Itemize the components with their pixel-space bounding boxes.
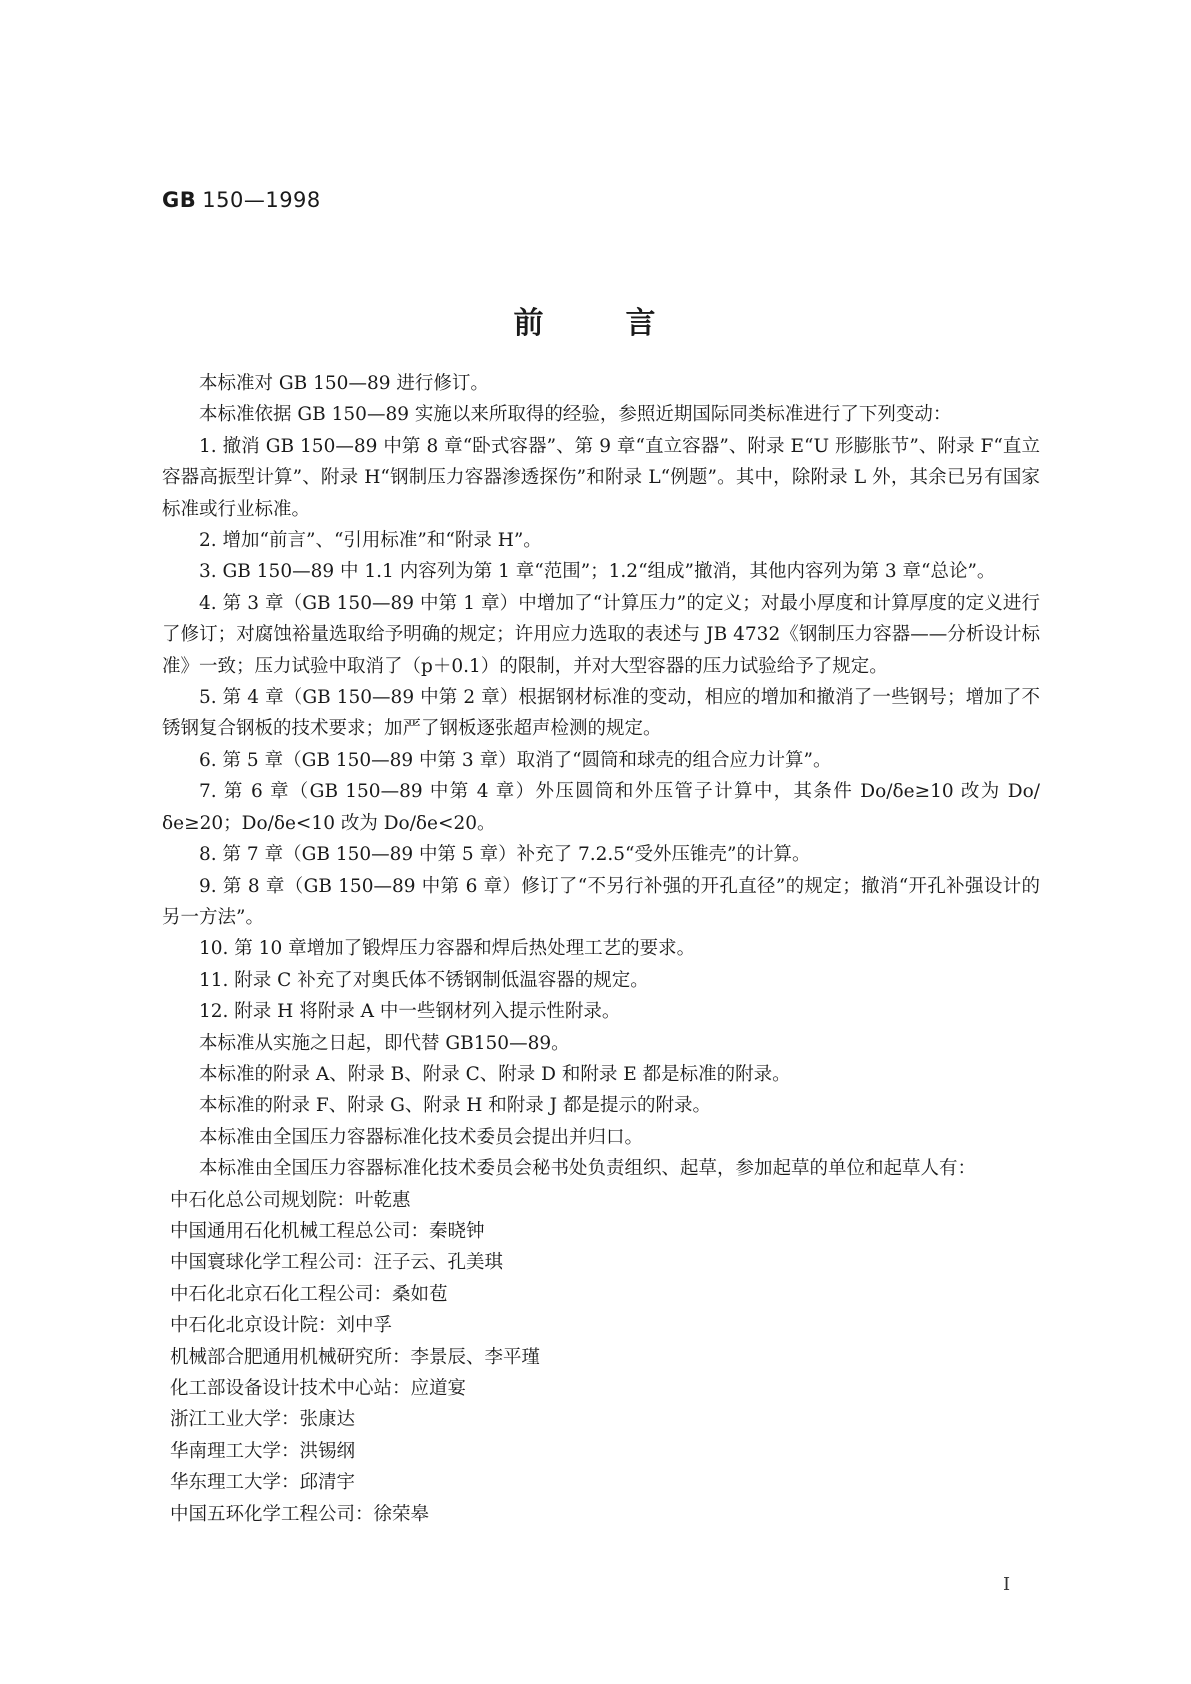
- paragraph: 5. 第 4 章（GB 150—89 中第 2 章）根据钢材标准的变动，相应的增加和撤消了一些钢号；增加了不锈钢复合钢板的技术要求；加严了钢板逐张超声检测的规定。: [162, 687, 1040, 740]
- standard-number: 150—1998: [202, 188, 321, 212]
- page-title: 前言: [513, 306, 738, 341]
- drafting-unit: 中国五环化学工程公司：徐荣皋: [170, 1503, 430, 1525]
- drafting-unit: 化工部设备设计技术中心站：应道宴: [170, 1378, 467, 1399]
- drafting-unit: 浙江工业大学：张康达: [170, 1409, 356, 1431]
- drafting-unit: 机械部合肥通用机械研究所：李景辰、李平瑾: [170, 1346, 541, 1368]
- page-number: I: [1003, 1574, 1011, 1595]
- paragraph: 3. GB 150—89 中 1.1 内容列为第 1 章“范围”；1.2“组成”撤消，其他内容列为第 3 章“总论”。: [199, 561, 996, 583]
- paragraph: 4. 第 3 章（GB 150—89 中第 1 章）中增加了“计算压力”的定义；对最小厚度和计算厚度的定义进行了修订；对腐蚀裕量选取给予明确的规定；许用应力选取的表述与 JB 4732《钢制压力容器——分析设计标准》一致；压力试验中取消了（p＋0.1）的限制，并对大型容器的压力试验给予了规定。: [162, 592, 1040, 677]
- paragraph: 12. 附录 H 将附录 A 中一些钢材列入提示性附录。: [199, 1001, 621, 1023]
- paragraph: 1. 撤消 GB 150—89 中第 8 章“卧式容器”、第 9 章“直立容器”、附录 E“U 形膨胀节”、附录 F“直立容器高振型计算”、附录 H“钢制压力容器渗透探伤”和附录 L“例题”。其中，除附录 L 外，其余已另有国家标准或行业标准。: [162, 435, 1040, 520]
- foreword-body: [162, 368, 1040, 1530]
- paragraph: 本标准的附录 A、附录 B、附录 C、附录 D 和附录 E 都是标准的附录。: [199, 1063, 791, 1085]
- drafting-unit: 中国寰球化学工程公司：汪子云、孔美琪: [170, 1252, 504, 1274]
- drafting-unit: 中石化总公司规划院：叶乾惠: [170, 1189, 411, 1211]
- paragraph: 10. 第 10 章增加了锻焊压力容器和焊后热处理工艺的要求。: [199, 938, 696, 960]
- drafting-unit: 中石化北京设计院：刘中孚: [170, 1315, 393, 1337]
- drafting-unit: 华东理工大学：邱清宇: [170, 1472, 356, 1494]
- paragraph: 9. 第 8 章（GB 150—89 中第 6 章）修订了“不另行补强的开孔直径”的规定；撤消“开孔补强设计的另一方法”。: [162, 875, 1040, 928]
- paragraph: 7. 第 6 章（GB 150—89 中第 4 章）外压圆筒和外压管子计算中，其条件 Do/δe≥10 改为 Do/δe≥20；Do/δe<10 改为 Do/δe<20。: [162, 781, 1040, 834]
- paragraph: 本标准对 GB 150—89 进行修订。: [199, 373, 489, 394]
- paragraph: 本标准依据 GB 150—89 实施以来所取得的经验，参照近期国际同类标准进行了下列变动：: [199, 404, 952, 426]
- drafting-unit: 中石化北京石化工程公司：桑如苞: [170, 1283, 448, 1305]
- paragraph: 6. 第 5 章（GB 150—89 中第 3 章）取消了“圆筒和球壳的组合应力计算”。: [199, 749, 832, 771]
- drafting-unit: 华南理工大学：洪锡纲: [170, 1440, 356, 1462]
- paragraph: 2. 增加“前言”、“引用标准”和“附录 H”。: [199, 530, 542, 552]
- document-header: [162, 188, 321, 212]
- drafting-unit: 中国通用石化机械工程总公司：秦晓钟: [170, 1220, 485, 1242]
- paragraph: 本标准由全国压力容器标准化技术委员会提出并归口。: [199, 1126, 644, 1148]
- paragraph: 本标准从实施之日起，即代替 GB150—89。: [199, 1032, 570, 1054]
- paragraph: 11. 附录 C 补充了对奥氏体不锈钢制低温容器的规定。: [199, 969, 649, 991]
- standard-code: GB: [162, 188, 197, 212]
- paragraph: 8. 第 7 章（GB 150—89 中第 5 章）补充了 7.2.5“受外压锥壳”的计算。: [199, 844, 811, 866]
- paragraph: 本标准的附录 F、附录 G、附录 H 和附录 J 都是提示的附录。: [199, 1095, 711, 1117]
- paragraph: 本标准由全国压力容器标准化技术委员会秘书处负责组织、起草，参加起草的单位和起草人有：: [199, 1158, 977, 1180]
